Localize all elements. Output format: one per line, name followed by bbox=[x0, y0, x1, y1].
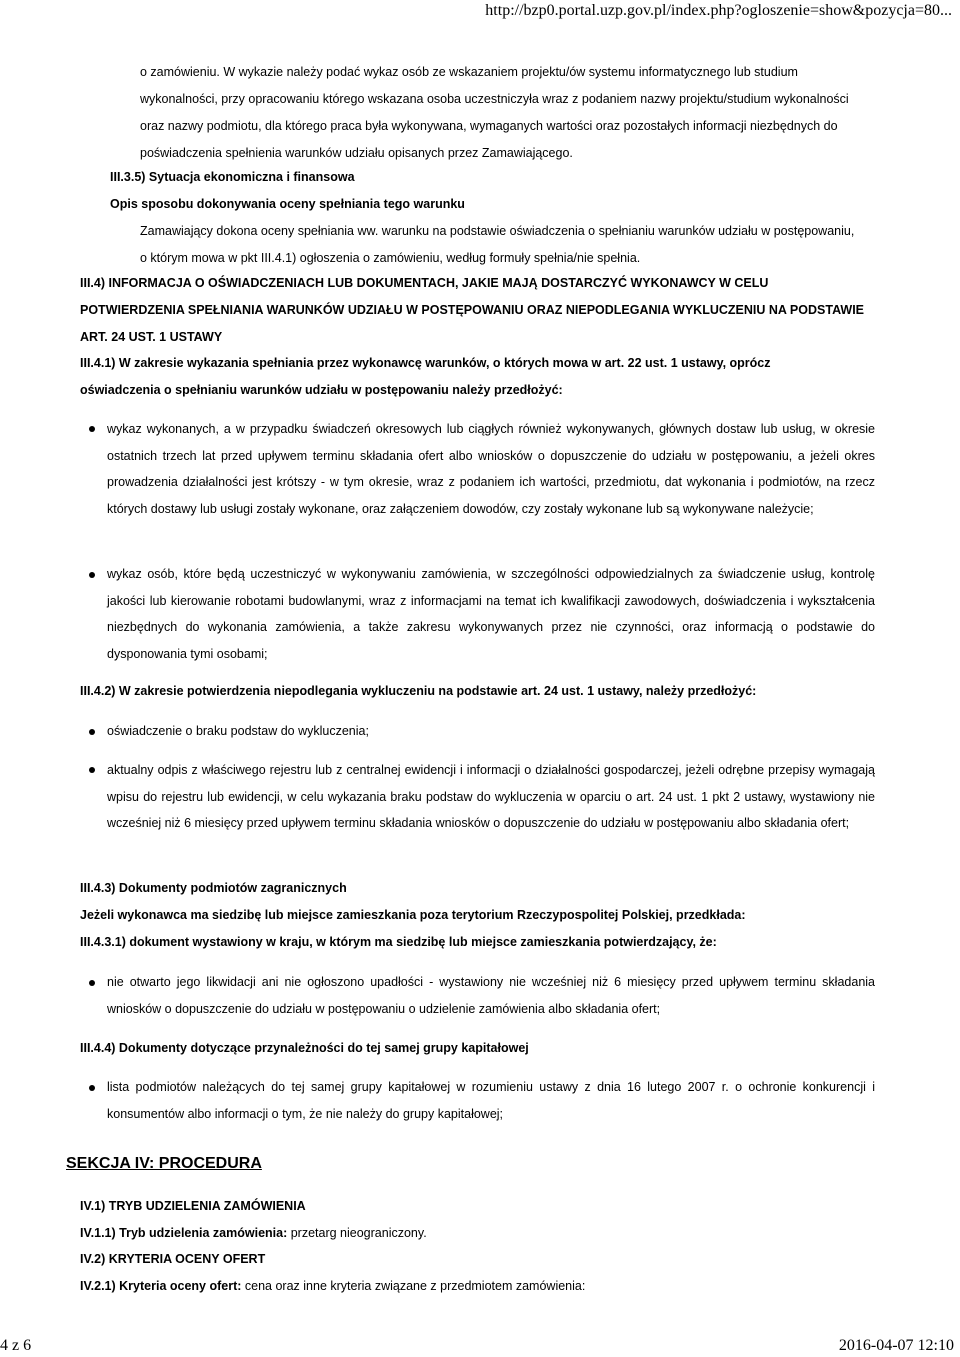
text-line: o zamówieniu. W wykazie należy podać wykaz osób ze wskazaniem projektu/ów systemu informatycznego lub studium bbox=[140, 65, 798, 79]
list-item: lista podmiotów należących do tej samej grupy kapitałowej w rozumieniu ustawy z dnia 16 lutego 2007 r. o ochronie konkurencji i konsumentów albo informacji o tym, że nie należy do grupy kapitałowej; bbox=[107, 1080, 875, 1121]
text-line: poświadczenia spełnienia warunków udziału opisanych przez Zamawiającego. bbox=[140, 146, 573, 160]
section-subheading: Jeżeli wykonawca ma siedzibę lub miejsce zamieszkania poza terytorium Rzeczypospolitej Polskiej, przedkłada: bbox=[80, 908, 746, 922]
text-line: III.4.1) W zakresie wykazania spełniania przez wykonawcę warunków, o których mowa w art. 22 ust. 1 ustawy, oprócz bbox=[80, 356, 771, 370]
procedure-mode bbox=[80, 1220, 427, 1247]
intro-paragraph bbox=[140, 59, 849, 167]
section-heading: IV.2) KRYTERIA OCENY OFERT bbox=[80, 1252, 266, 1266]
section-heading: III.4.3) Dokumenty podmiotów zagranicznych bbox=[80, 881, 347, 895]
section-subheading: III.4.3.1) dokument wystawiony w kraju, w którym ma siedzibę lub miejsce zamieszkania potwierdzający, że: bbox=[80, 935, 717, 949]
section-heading bbox=[80, 270, 864, 351]
bullet-icon bbox=[89, 426, 95, 432]
text-line: oraz nazwy podmiotu, dla którego praca była wykonywana, wymaganych wartości oraz pozostałych informacji niezbędnych do bbox=[140, 119, 838, 133]
bullet-icon bbox=[89, 980, 95, 986]
section-heading: III.3.5) Sytuacja ekonomiczna i finansowa bbox=[110, 170, 355, 184]
bullet-icon bbox=[89, 572, 95, 578]
section-paragraph bbox=[140, 218, 854, 272]
page-number: 4 z 6 bbox=[0, 1337, 32, 1354]
criteria-value: cena oraz inne kryteria związane z przedmiotem zamówienia: bbox=[241, 1279, 586, 1293]
text-line: III.4) INFORMACJA O OŚWIADCZENIACH LUB DOKUMENTACH, JAKIE MAJĄ DOSTARCZYĆ WYKONAWCY W CELU bbox=[80, 276, 769, 290]
list-item: aktualny odpis z właściwego rejestru lub z centralnej ewidencji i informacji o działalności gospodarczej, jeżeli odrębne przepisy wymagają wpisu do rejestru lub ewidencji, w celu wykazania braku podstaw do wykluczenia w oparciu o art. 24 ust. 1 pkt 2 ustawy, wystawiony nie wcześniej niż 6 miesięcy przed upływem terminu składania wniosków o dopuszczenie do udziału w postępowaniu albo składania ofert; bbox=[107, 763, 875, 830]
section-heading: III.4.4) Dokumenty dotyczące przynależności do tej samej grupy kapitałowej bbox=[80, 1041, 529, 1055]
bullet-icon bbox=[89, 1085, 95, 1091]
list-item: oświadczenie o braku podstaw do wykluczenia; bbox=[107, 724, 369, 738]
text-line: o którym mowa w pkt III.4.1) ogłoszenia o zamówieniu, według formuły spełnia/nie spełnia. bbox=[140, 251, 641, 265]
text-line: ART. 24 UST. 1 USTAWY bbox=[80, 330, 223, 344]
list-item: nie otwarto jego likwidacji ani nie ogłoszono upadłości - wystawiony nie wcześniej niż 6 miesięcy przed upływem terminu składania wniosków o dopuszczenie do udziału w postępowaniu o udzielenie zamówienia albo składania ofert; bbox=[107, 975, 875, 1016]
bullet-icon bbox=[89, 729, 95, 735]
criteria-label: IV.2.1) Kryteria oceny ofert: bbox=[80, 1279, 242, 1293]
criteria bbox=[80, 1273, 585, 1300]
text-line: Zamawiający dokona oceny spełniania ww. warunku na podstawie oświadczenia o spełnianiu warunków udziału w postępowaniu, bbox=[140, 224, 855, 238]
bullet-icon bbox=[89, 767, 95, 773]
section-title: SEKCJA IV: PROCEDURA bbox=[66, 1155, 262, 1172]
text-line: wykonalności, przy opracowaniu którego wskazana osoba uczestniczyła wraz z podaniem nazwy projektu/studium wykonalności bbox=[140, 92, 849, 106]
page-url: http://bzp0.portal.uzp.gov.pl/index.php?ogloszenie=show&pozycja=80... bbox=[485, 2, 952, 19]
section-heading: IV.1) TRYB UDZIELENIA ZAMÓWIENIA bbox=[80, 1199, 306, 1213]
list-item: wykaz wykonanych, a w przypadku świadczeń okresowych lub ciągłych również wykonywanych, głównych dostaw lub usług, w okresie ostatnich trzech lat przed upływem terminu składania ofert albo wniosków o dopuszczenie do udziału w postępowaniu, a jeżeli okres prowadzenia działalności jest krótszy - w tym okresie, wraz z podaniem ich wartości, przedmiotu, dat wykonania i podmiotów, na rzecz których dostawy lub usługi zostały wykonane, oraz załączeniem dowodów, czy zostały wykonane lub są wykonywane należycie; bbox=[107, 422, 875, 516]
print-datetime: 2016-04-07 12:10 bbox=[838, 1337, 954, 1354]
text-line: oświadczenia o spełnianiu warunków udziału w postępowaniu należy przedłożyć: bbox=[80, 383, 563, 397]
section-heading: III.4.2) W zakresie potwierdzenia niepodlegania wykluczeniu na podstawie art. 24 ust. 1 ustawy, należy przedłożyć: bbox=[80, 684, 757, 698]
section-heading bbox=[80, 350, 771, 404]
text-line: POTWIERDZENIA SPEŁNIANIA WARUNKÓW UDZIAŁU W POSTĘPOWANIU ORAZ NIEPODLEGANIA WYKLUCZENIU NA PODSTAWIE bbox=[80, 303, 865, 317]
procedure-mode-label: IV.1.1) Tryb udzielenia zamówienia: bbox=[80, 1226, 288, 1240]
list-item: wykaz osób, które będą uczestniczyć w wykonywaniu zamówienia, w szczególności odpowiedzialnych za świadczenie usług, kontrolę jakości lub kierowanie robotami budowlanymi, wraz z informacjami na temat ich kwalifikacji zawodowych, doświadczenia i wykształcenia niezbędnych do wykonania zamówienia, a także zakresu wykonywanych przez nie czynności, oraz informacją o podstawie do dysponowania tymi osobami; bbox=[107, 567, 875, 661]
procedure-mode-value: przetarg nieograniczony. bbox=[287, 1226, 427, 1240]
section-subheading: Opis sposobu dokonywania oceny spełniania tego warunku bbox=[110, 197, 465, 211]
